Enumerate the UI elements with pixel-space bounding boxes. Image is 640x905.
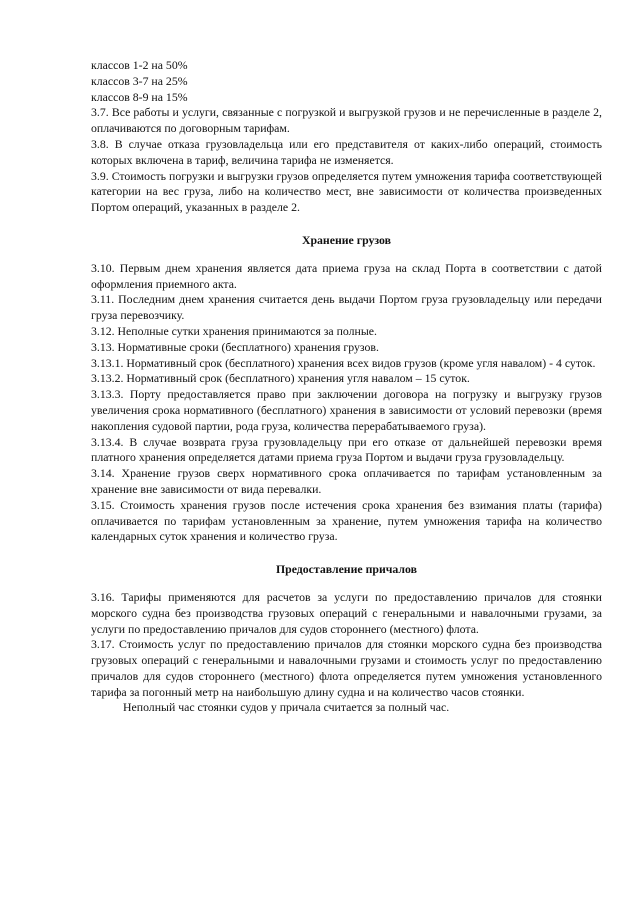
clause-3-9: 3.9. Стоимость погрузки и выгрузки грузов определяется путем умножения тарифа соответствующей категории на вес груза, либо на количество мест, вне зависимости от количества произведенных Портом операций, указанных в разделе 2. xyxy=(91,168,602,215)
section-heading-berths: Предоставление причалов xyxy=(275,562,417,577)
closing-note: Неполный час стоянки судов у причала считается за полный час. xyxy=(123,700,450,715)
clause-3-8: 3.8. В случае отказа грузовладельца или его представителя от каких-либо операций, стоимость которых включена в тариф, величина тарифа не изменяется. xyxy=(91,136,602,167)
clause-3-15: 3.15. Стоимость хранения грузов после истечения срока хранения без взимания платы (тарифа) оплачивается по тарифам установленным за хранение, путем умножения тарифа на количество календарных суток хранения и количество груза. xyxy=(91,497,602,544)
intro-line: классов 1-2 на 50% xyxy=(91,58,188,72)
section-heading-storage: Хранение грузов xyxy=(301,232,392,247)
clause-3-7: 3.7. Все работы и услуги, связанные с погрузкой и выгрузкой грузов и не перечисленные в разделе 2, оплачиваются по договорным тарифам. xyxy=(91,105,602,136)
clause-3-16: 3.16. Тарифы применяются для расчетов за услуги по предоставлению причалов для стоянки морского судна без производства грузовых операций с генеральными и навалочными грузами, за услуги по предоставлению причалов для судов стороннего (местного) флота. xyxy=(91,589,602,636)
clause-3-13-1: 3.13.1. Нормативный срок (бесплатного) хранения всех видов грузов (кроме угля навалом) - 4 суток. xyxy=(91,355,596,370)
intro-line: классов 3-7 на 25% xyxy=(91,73,188,88)
clause-3-14: 3.14. Хранение грузов сверх нормативного срока оплачивается по тарифам установленным за хранение вне зависимости от вида перевалки. xyxy=(91,466,602,496)
clause-3-11: 3.11. Последним днем хранения считается день выдачи Портом груза грузовладельцу или передачи груза перевозчику. xyxy=(91,292,602,323)
clause-3-13-3: 3.13.3. Порту предоставляется право при заключении договора на погрузку и выгрузку грузов увеличения срока нормативного (бесплатного) хранения в зависимости от условий перевозки (время накопления судовой партии, рода груза, количества перерабатываемого груза). xyxy=(91,387,602,433)
clause-3-17: 3.17. Стоимость услуг по предоставлению причалов для стоянки морского судна без производства грузовых операций с генеральными и навалочными грузами и стоимость услуг по предоставлению причалов для судов стороннего (местного) флота определяется путем умножения установленного тарифа за погонный метр на наибольшую длину судна и на количество часов стоянки. xyxy=(91,637,602,699)
clause-3-13-2: 3.13.2. Нормативный срок (бесплатного) хранения угля навалом – 15 суток. xyxy=(91,371,470,386)
clause-3-12: 3.12. Неполные сутки хранения принимаются за полные. xyxy=(91,323,377,338)
clause-3-10: 3.10. Первым днем хранения является дата приема груза на склад Порта в соответствии с датой оформления приемного акта. xyxy=(91,260,602,291)
document-page xyxy=(91,58,602,716)
intro-line: классов 8-9 на 15% xyxy=(91,89,188,104)
clause-3-13: 3.13. Нормативные сроки (бесплатного) хранения грузов. xyxy=(91,339,379,354)
clause-3-13-4: 3.13.4. В случае возврата груза грузовладельцу при его отказе от дальнейшей перевозки время платного хранения определяется датами приема груза Портом и выдачи груза грузовладельцу. xyxy=(91,434,602,465)
